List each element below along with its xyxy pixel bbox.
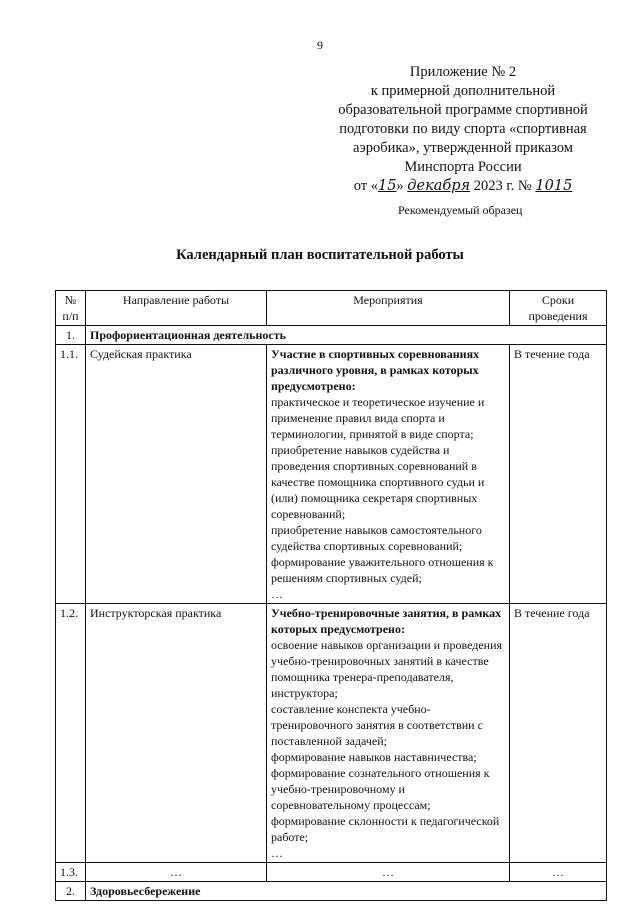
appendix-line: образовательной программе спортивной [338, 102, 588, 118]
row-num: 1.3. [56, 863, 86, 882]
row-direction: … [86, 863, 267, 882]
row-events: … [267, 863, 510, 882]
table-row [56, 604, 607, 863]
row-events [267, 345, 510, 604]
appendix-block [318, 63, 608, 196]
event-line: формирование уважительного отношения к решениям спортивных судей; [271, 555, 494, 585]
date-year: 2023 г. № [470, 178, 536, 194]
plan-table [55, 290, 607, 901]
event-line: освоение навыков организации и проведения учебно-тренировочных занятий в качестве помощника тренера-преподавателя, инструктора; [271, 638, 503, 700]
appendix-line: Минспорта России [404, 159, 522, 175]
table-row [56, 345, 607, 604]
event-line: практическое и теоретическое изучение и применение правил вида спорта и терминологии, принятой в виде спорта; [271, 395, 485, 441]
row-term: В течение года [510, 604, 607, 863]
event-line: … [271, 587, 283, 601]
row-num: 1.1. [56, 345, 86, 604]
section-name: Профориентационная деятельность [86, 326, 607, 345]
header-terms: Сроки проведения [510, 291, 607, 326]
event-line: составление конспекта учебно-тренировочного занятия в соответствии с поставленной задачей; [271, 702, 483, 748]
date-mid: » [396, 178, 408, 194]
row-term: … [510, 863, 607, 882]
appendix-line: к примерной дополнительной [370, 83, 556, 99]
event-heading: Участие в спортивных соревнованиях различного уровня, в рамках которых предусмотрено: [271, 347, 480, 393]
row-term: В течение года [510, 345, 607, 604]
table-header-row [56, 291, 607, 326]
event-line: формирование сознательного отношения к учебно-тренировочному и соревновательному процессам; [271, 766, 490, 812]
header-events: Мероприятия [267, 291, 510, 326]
row-events [267, 604, 510, 863]
appendix-line: Приложение № 2 [409, 64, 517, 80]
order-date-line [318, 177, 608, 196]
section-row [56, 326, 607, 345]
table-row [56, 863, 607, 882]
header-direction: Направление работы [86, 291, 267, 326]
event-line: приобретение навыков самостоятельного судейства спортивных соревнований; [271, 523, 482, 553]
header-num: № п/п [56, 291, 86, 326]
event-line: приобретение навыков судейства и проведения спортивных соревнований в качестве помощника спортивного судьи и (или) помощника секретаря спортивных соревнований; [271, 443, 485, 521]
event-line: … [271, 846, 283, 860]
row-direction: Инструкторская практика [86, 604, 267, 863]
row-direction: Судейская практика [86, 345, 267, 604]
date-prefix: от « [353, 178, 378, 194]
document-title: Календарный план воспитательной работы [176, 247, 464, 263]
section-name: Здоровьесбережение [86, 882, 607, 901]
row-num: 1.2. [56, 604, 86, 863]
date-month: декабря [407, 178, 471, 194]
event-line: формирование склонности к педагогической работе; [271, 814, 500, 844]
date-day: 15 [377, 178, 397, 194]
appendix-line: подготовки по виду спорта «спортивная [339, 121, 587, 137]
event-heading: Учебно-тренировочные занятия, в рамках которых предусмотрено: [271, 606, 502, 636]
section-num: 2. [56, 882, 86, 901]
section-row [56, 882, 607, 901]
event-line: формирование навыков наставничества; [271, 750, 477, 764]
appendix-line: аэробика», утвержденной приказом [353, 140, 573, 156]
page-number: 9 [317, 38, 323, 52]
section-num: 1. [56, 326, 86, 345]
order-number: 1015 [535, 178, 573, 194]
sample-label: Рекомендуемый образец [398, 203, 523, 217]
